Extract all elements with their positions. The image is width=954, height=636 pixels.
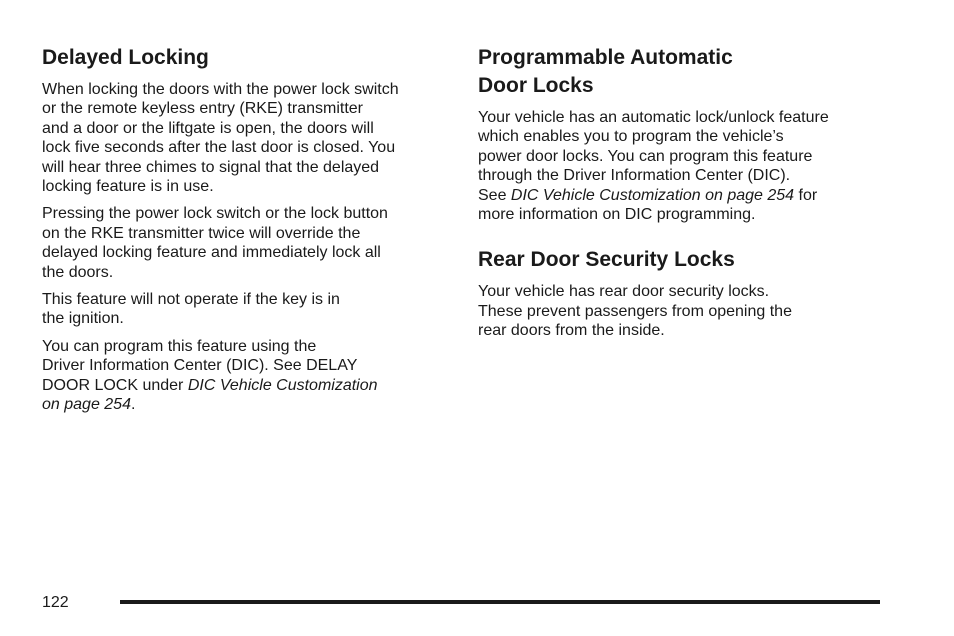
delayed-locking-paragraph-1: When locking the doors with the power lock switch or the remote keyless entry (RKE) transmitter and a door or the liftgate is open, the doors will lock five seconds after the last door is closed. You will hear three chimes to signal that the delayed locking feature is in use.	[42, 81, 399, 196]
left-column	[42, 44, 452, 423]
right-column	[478, 44, 888, 349]
dic-customization-reference[interactable]: DIC Vehicle Customization on page 254	[510, 186, 795, 204]
delayed-locking-paragraph-4	[42, 337, 452, 415]
rear-door-security-locks-heading: Rear Door Security Locks	[478, 248, 735, 272]
programmable-door-locks-paragraph	[478, 108, 888, 224]
page-number: 122	[42, 594, 69, 611]
paragraph-4-text: You can program this feature using the Driver Information Center (DIC). See DELAY DOOR LOCK under	[42, 337, 358, 394]
delayed-locking-heading: Delayed Locking	[42, 46, 209, 69]
paragraph-4-end: .	[130, 396, 136, 414]
programmable-text: Your vehicle has an automatic lock/unlock feature which enables you to program the vehicle’s power door locks. You can program this feature through the Driver Information Center (DIC). See	[478, 109, 829, 204]
rear-door-security-locks-paragraph: Your vehicle has rear door security locks. These prevent passengers from opening the rear doors from the inside.	[478, 283, 792, 340]
delayed-locking-paragraph-2: Pressing the power lock switch or the lock button on the RKE transmitter twice will override the delayed locking feature and immediately lock all the doors.	[42, 205, 388, 281]
delayed-locking-paragraph-3: This feature will not operate if the key is in the ignition.	[42, 291, 340, 328]
programmable-text-end: for more information on DIC programming.	[478, 186, 818, 224]
dic-customization-reference[interactable]: DIC Vehicle Customization on page 254	[42, 376, 378, 414]
programmable-door-locks-heading: Programmable Automatic Door Locks	[478, 46, 733, 97]
footer-rule	[120, 600, 880, 604]
